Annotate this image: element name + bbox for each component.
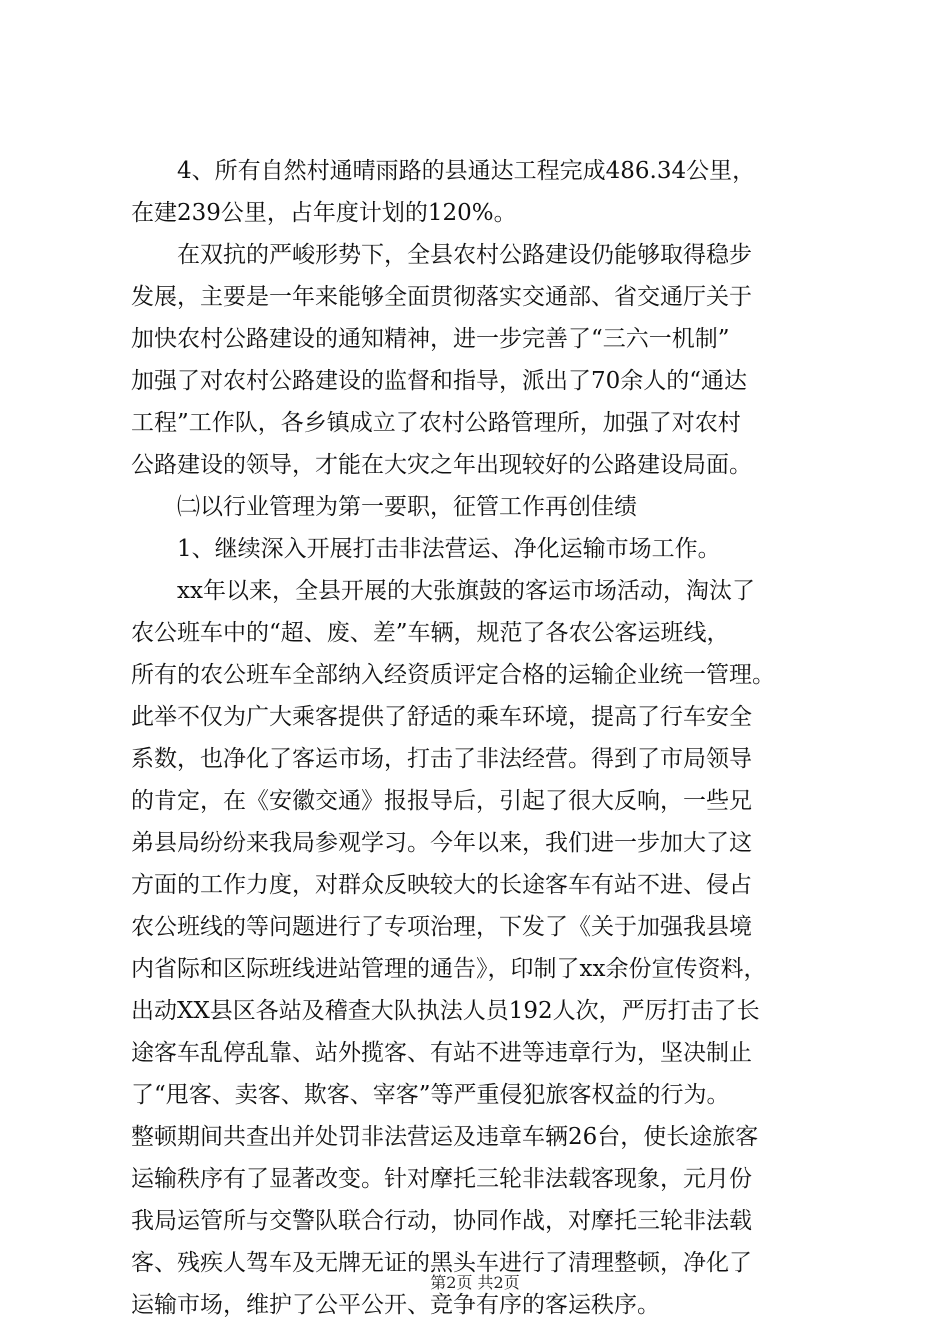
subsection-heading: 1、继续深入开展打击非法营运、净化运输市场工作。 [177, 536, 721, 562]
paragraph-line: 系数，也净化了客运市场，打击了非法经营。得到了市局领导 [131, 746, 752, 772]
paragraph-line: 内省际和区际班线进站管理的通告》，印制了xx余份宣传资料， [131, 956, 767, 982]
paragraph-line: 弟县局纷纷来我局参观学习。今年以来，我们进一步加大了这 [131, 830, 752, 856]
paragraph-line: 加快农村公路建设的通知精神，进一步完善了“三六一机制” [131, 326, 730, 352]
paragraph-line: 此举不仅为广大乘客提供了舒适的乘车环境，提高了行车安全 [131, 704, 752, 730]
paragraph-line: xx年以来，全县开展的大张旗鼓的客运市场活动，淘汰了 [177, 578, 755, 604]
paragraph-line: 发展，主要是一年来能够全面贯彻落实交通部、省交通厅关于 [131, 284, 752, 310]
paragraph-line: 方面的工作力度，对群众反映较大的长途客车有站不进、侵占 [131, 872, 752, 898]
paragraph-line: 在双抗的严峻形势下，全县农村公路建设仍能够取得稳步 [177, 242, 752, 268]
section-heading: ㈡以行业管理为第一要职，征管工作再创佳绩 [177, 494, 637, 520]
paragraph-line: 出动XX县区各站及稽查大队执法人员192人次，严厉打击了长 [131, 998, 760, 1024]
paragraph-line: 加强了对农村公路建设的监督和指导，派出了70余人的“通达 [131, 368, 748, 394]
paragraph-line: 了“甩客、卖客、欺客、宰客”等严重侵犯旅客权益的行为。 [131, 1082, 730, 1108]
paragraph-line: 工程”工作队，各乡镇成立了农村公路管理所，加强了对农村 [131, 410, 741, 436]
paragraph-line: 整顿期间共查出并处罚非法营运及违章车辆26台，使长途旅客 [131, 1124, 759, 1150]
paragraph-line: 的肯定，在《安徽交通》报报导后，引起了很大反响，一些兄 [131, 788, 752, 814]
page-number-footer: 第2页 共2页 [430, 1273, 520, 1292]
paragraph-line: 途客车乱停乱靠、站外揽客、有站不进等违章行为，坚决制止 [131, 1040, 752, 1066]
paragraph-line: 农公班车中的“超、废、差”车辆，规范了各农公客运班线， [131, 620, 730, 646]
paragraph-line: 客、残疾人驾车及无牌无证的黑头车进行了清理整顿，净化了 [131, 1250, 752, 1276]
paragraph-line: 运输市场，维护了公平公开、竞争有序的客运秩序。 [131, 1292, 660, 1318]
paragraph-line: 4、所有自然村通晴雨路的县通达工程完成486.34公里， [177, 158, 756, 184]
paragraph-line: 运输秩序有了显著改变。针对摩托三轮非法载客现象，元月份 [131, 1166, 752, 1192]
document-body [131, 150, 821, 1326]
paragraph-line: 我局运管所与交警队联合行动，协同作战，对摩托三轮非法载 [131, 1208, 752, 1234]
paragraph-line: 在建239公里，占年度计划的120%。 [131, 200, 517, 226]
paragraph-line: 农公班线的等问题进行了专项治理，下发了《关于加强我县境 [131, 914, 752, 940]
paragraph-line: 所有的农公班车全部纳入经资质评定合格的运输企业统一管理。 [131, 662, 775, 688]
paragraph-line: 公路建设的领导，才能在大灾之年出现较好的公路建设局面。 [131, 452, 752, 478]
